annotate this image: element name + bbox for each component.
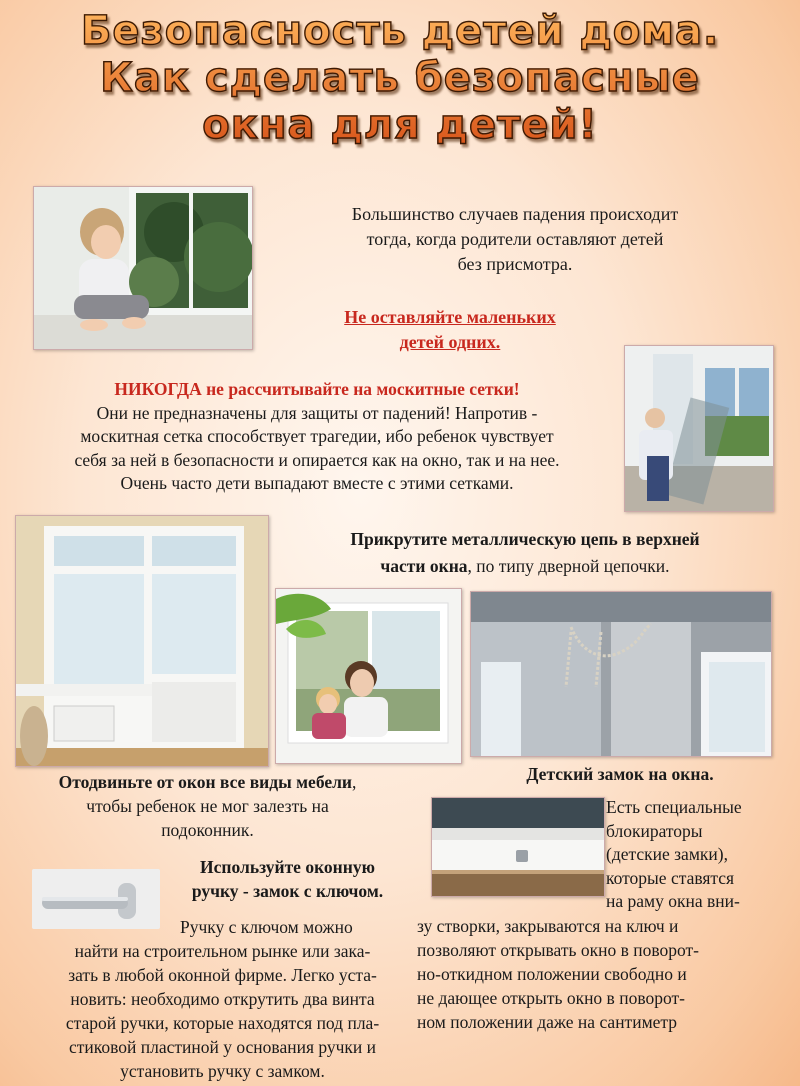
chain-line-2-bold: части окна — [380, 556, 468, 576]
handle-heading-2: ручку - замок с ключом. — [191, 881, 384, 901]
furniture-line-2: чтобы ребенок не мог залезть на — [86, 796, 329, 816]
warning-line-2: детей одних. — [399, 332, 501, 352]
chain-text — [290, 526, 760, 580]
blockers-line-7: позволяют открывать окно в поворот- — [417, 940, 699, 960]
lock-caption: Детский замок на окна. — [526, 764, 714, 784]
blockers-text — [606, 796, 796, 914]
handle-line-6: стиковой пластиной у основания ручки и — [68, 1037, 377, 1057]
blockers-line-4: которые ставятся — [606, 867, 735, 888]
photo-window-lock — [431, 797, 605, 897]
chain-line-1: Прикрутите металлическую цепь в верхней — [350, 529, 700, 549]
blockers-line-10: ном положении даже на сантиметр — [417, 1012, 678, 1032]
title-line-1: Безопасность детей дома. — [80, 8, 720, 54]
handle-line-2: найти на строительном рынке или зака- — [74, 941, 371, 961]
blockers-text-wide — [417, 914, 797, 1034]
intro-line-1: Большинство случаев падения происходит — [351, 204, 679, 224]
furniture-text — [15, 770, 400, 842]
blockers-line-9: не дающее открыть окно в поворот- — [417, 988, 685, 1008]
handle-line-5: старой ручки, которые находятся под пла- — [65, 1013, 380, 1033]
handle-line-3: зать в любой оконной фирме. Легко уста- — [68, 965, 377, 985]
intro-line-2: тогда, когда родители оставляют детей — [366, 229, 664, 249]
mosquito-line-2: москитная сетка способствует трагедии, ибо ребенок чувствует — [80, 426, 554, 446]
handle-line-4: новить: необходимо открутить два винта — [70, 989, 375, 1009]
furniture-rest: , — [352, 772, 357, 792]
photo-man-mosquito-net — [624, 345, 774, 512]
page-title — [0, 8, 800, 149]
mosquito-line-1: Они не предназначены для защиты от падений! Напротив - — [96, 402, 538, 423]
mosquito-line-3: себя за ней в безопасности и опирается как на окно, так и на нее. — [74, 449, 560, 470]
title-line-2: Как сделать безопасные — [100, 55, 700, 101]
mosquito-text — [12, 378, 622, 496]
blockers-line-1: Есть специальные — [606, 797, 742, 817]
title-line-3: окна для детей! — [202, 102, 598, 148]
handle-line-7: установить ручку с замком. — [120, 1061, 325, 1081]
blockers-line-8: но-откидном положении свободно и — [417, 964, 687, 984]
mosquito-heading: НИКОГДА не рассчитывайте на москитные сетки! — [114, 379, 520, 399]
handle-heading — [170, 855, 405, 903]
photo-mother-child-window — [275, 588, 462, 764]
furniture-line-3: подоконник. — [161, 820, 254, 840]
chain-line-2-rest: , по типу дверной цепочки. — [467, 556, 670, 576]
blockers-line-6: зу створки, закрываются на ключ и — [417, 916, 679, 936]
chain-line-2 — [290, 553, 760, 580]
blockers-line-5: на раму окна вни- — [606, 891, 740, 911]
photo-child-at-window — [33, 186, 253, 350]
handle-line-1: Ручку с ключом можно — [180, 917, 353, 937]
handle-text — [30, 915, 415, 1083]
mosquito-line-4: Очень часто дети выпадают вместе с этими сетками. — [120, 473, 514, 493]
warning-line-1: Не оставляйте маленьких — [344, 307, 556, 327]
photo-balcony-door — [15, 515, 269, 767]
furniture-bold: Отодвиньте от окон все виды мебели — [58, 772, 353, 792]
blockers-line-2: блокираторы — [606, 820, 703, 841]
photo-window-chain — [470, 591, 772, 757]
intro-line-3: без присмотра. — [457, 254, 573, 274]
handle-heading-1: Используйте оконную — [200, 857, 375, 877]
furniture-line-1 — [15, 770, 400, 794]
intro-text — [280, 202, 750, 277]
blockers-line-3: (детские замки), — [606, 844, 728, 864]
warning-text — [280, 305, 620, 355]
